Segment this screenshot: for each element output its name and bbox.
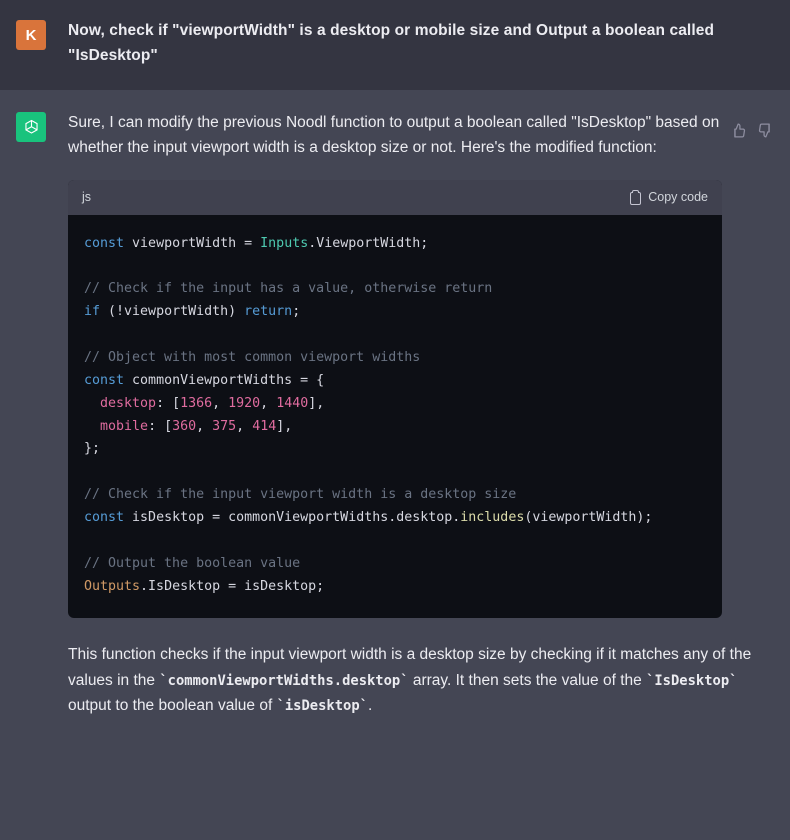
clipboard-icon [628, 190, 641, 205]
thumbs-down-icon[interactable] [757, 122, 774, 139]
closing-text-1: This function checks if the input viewport width is a desktop size by checking if it matches any of the values in the [68, 646, 752, 689]
user-message-paragraph: Now, check if "viewportWidth" is a desktop or mobile size and Output a boolean called "IsDesktop" [68, 22, 715, 65]
assistant-message-turn [0, 90, 790, 840]
assistant-closing-paragraph [68, 642, 770, 717]
assistant-intro-paragraph: Sure, I can modify the previous Noodl function to output a boolean called "IsDesktop" based on whether the input viewport width is a desktop size or not. Here's the modified function: [68, 114, 720, 157]
openai-logo-icon [22, 118, 41, 137]
code-block-header [68, 180, 722, 214]
inline-code-commonviewportwidths: `commonViewportWidths.desktop` [159, 672, 409, 689]
user-message-turn [0, 0, 790, 90]
closing-text-3: output to the boolean value of [68, 696, 277, 714]
thumbs-up-icon[interactable] [730, 122, 747, 139]
copy-code-button[interactable] [628, 187, 708, 207]
copy-code-label: Copy code [648, 190, 708, 205]
code-block [68, 180, 722, 618]
closing-text-2: array. It then sets the value of the [408, 671, 647, 689]
code-language-label: js [82, 190, 92, 205]
feedback-controls [730, 122, 774, 139]
closing-text-4: . [367, 696, 373, 714]
avatar-assistant [16, 112, 46, 142]
code-content: const viewportWidth = Inputs.ViewportWidth; // Check if the input has a value, otherwise return if (!viewportWidth) return; // Object with most common viewport widths const commonViewportWidths = { desktop: [1366, 1920, 1440], mobile: [360, 375, 414], }; // Check if the input viewport width is a desktop size const isDesktop = commonViewportWidths.desktop.includes(viewportWidth); // Output the boolean value Outputs.IsDesktop = isDesktop; [84, 235, 653, 594]
assistant-message-body [68, 110, 770, 718]
avatar-user: K [16, 20, 46, 50]
user-message-text [68, 18, 770, 68]
inline-code-isdesktop-var: `isDesktop` [276, 697, 368, 714]
inline-code-isdesktop-output: `IsDesktop` [646, 672, 738, 689]
